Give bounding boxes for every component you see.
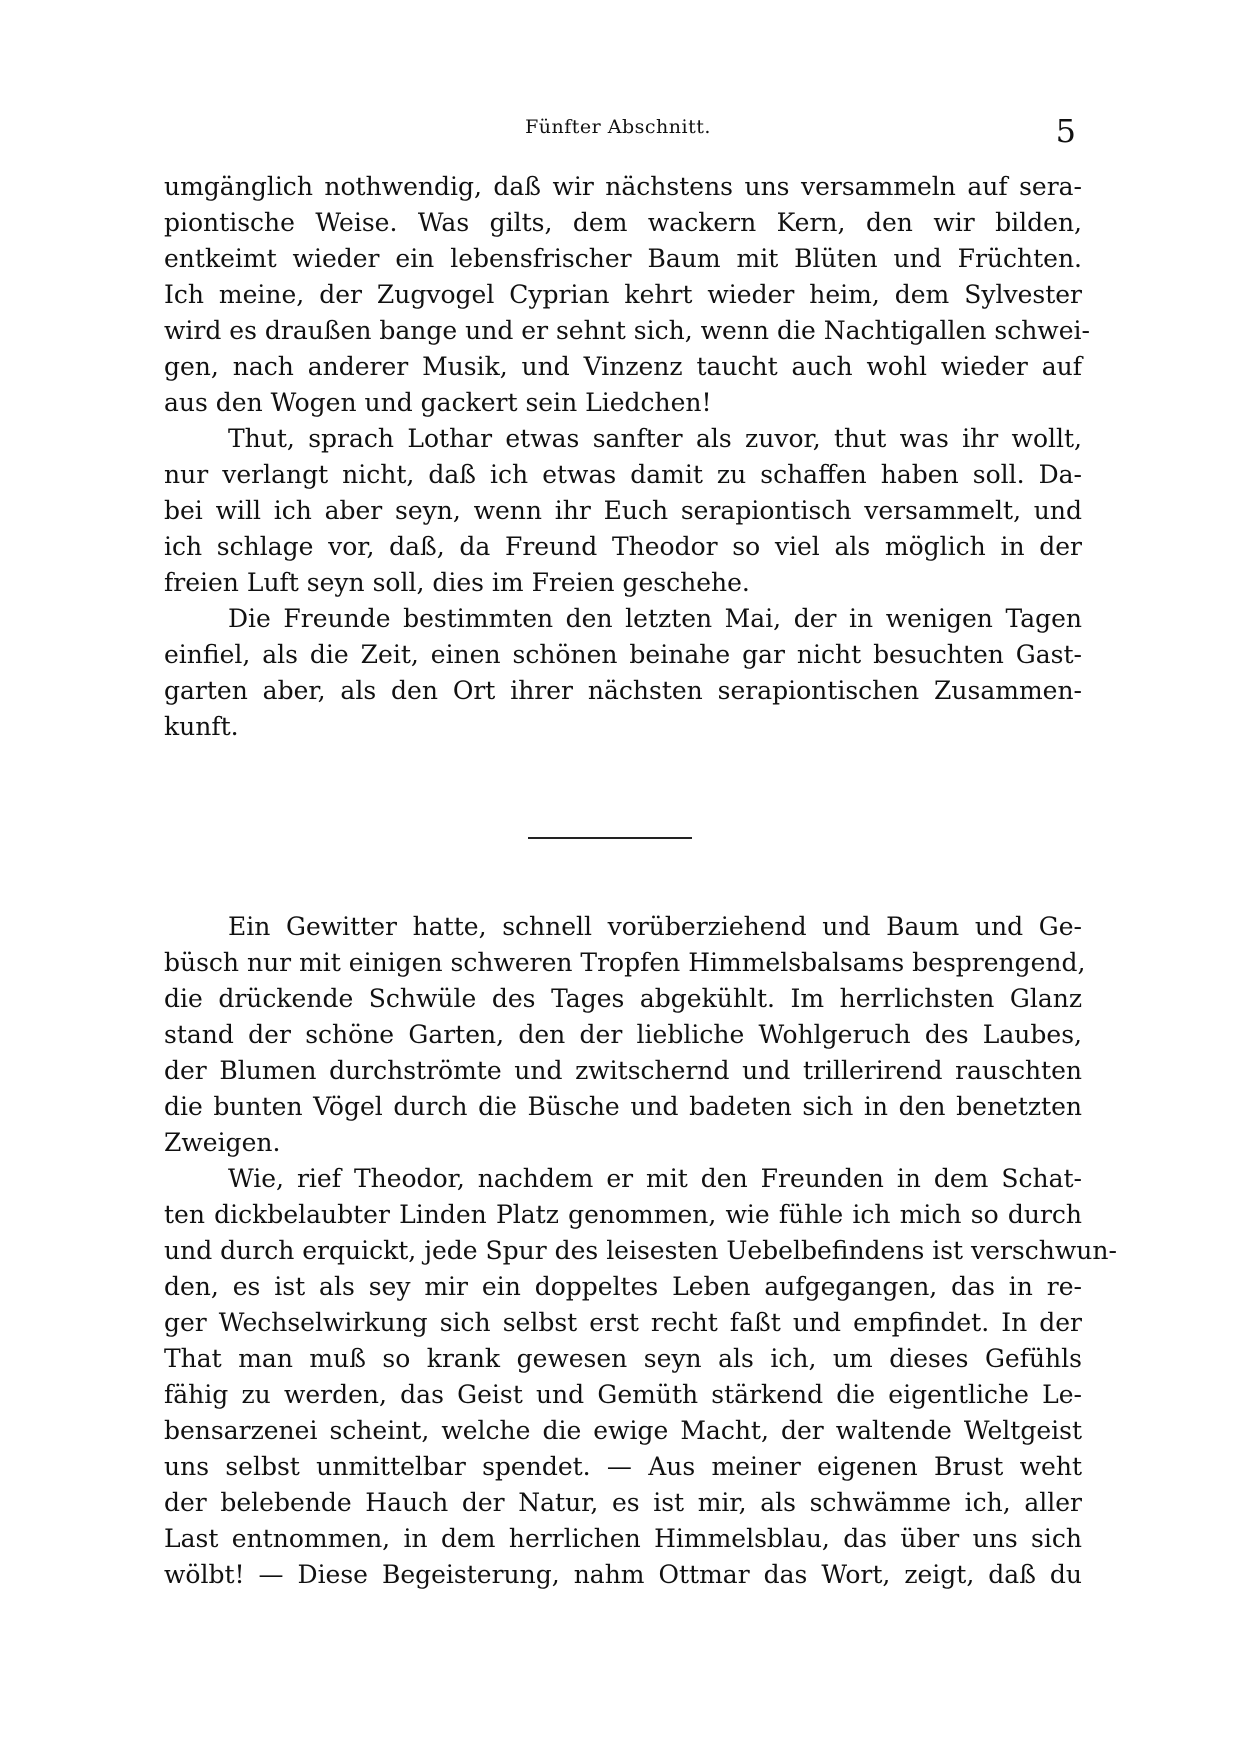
text-line: ger Wechselwirkung sich selbst erst recht faßt und empfindet. In der xyxy=(164,1308,1082,1337)
page-header xyxy=(150,112,1086,152)
page-number: 5 xyxy=(1055,112,1076,150)
text-line: Thut, sprach Lothar etwas sanfter als zuvor, thut was ihr wollt, xyxy=(228,424,1082,453)
text-line: bensarzenei scheint, welche die ewige Macht, der waltende Weltgeist xyxy=(164,1416,1082,1445)
text-line: Last entnommen, in dem herrlichen Himmelsblau, das über uns sich xyxy=(164,1524,1082,1553)
text-line: einfiel, als die Zeit, einen schönen beinahe gar nicht besuchten Gast- xyxy=(164,640,1082,669)
text-line: der Blumen durchströmte und zwitschernd und trillerirend rauschten xyxy=(164,1056,1082,1085)
text-line: aus den Wogen und gackert sein Liedchen! xyxy=(164,388,712,417)
text-line: ich schlage vor, daß, da Freund Theodor so viel als möglich in der xyxy=(164,532,1082,561)
text-line: entkeimt wieder ein lebensfrischer Baum mit Blüten und Früchten. xyxy=(164,244,1082,273)
text-line: stand der schöne Garten, den der liebliche Wohlgeruch des Laubes, xyxy=(164,1020,1082,1049)
section-divider xyxy=(528,837,692,839)
text-line: That man muß so krank gewesen seyn als ich, um dieses Gefühls xyxy=(164,1344,1082,1373)
text-line: ten dickbelaubter Linden Platz genommen, wie fühle ich mich so durch xyxy=(164,1200,1082,1229)
text-line: fähig zu werden, das Geist und Gemüth stärkend die eigentliche Le- xyxy=(164,1380,1082,1409)
text-line: der belebende Hauch der Natur, es ist mir, als schwämme ich, aller xyxy=(164,1488,1082,1517)
text-line: und durch erquickt, jede Spur des leisesten Uebelbefindens ist verschwun- xyxy=(164,1236,1117,1265)
text-line: piontische Weise. Was gilts, dem wackern Kern, den wir bilden, xyxy=(164,208,1082,237)
text-line: wölbt! — Diese Begeisterung, nahm Ottmar das Wort, zeigt, daß du xyxy=(164,1560,1082,1589)
text-line: den, es ist als sey mir ein doppeltes Leben aufgegangen, das in re- xyxy=(164,1272,1082,1301)
text-line: umgänglich nothwendig, daß wir nächstens uns versammeln auf sera- xyxy=(164,172,1082,201)
text-line: uns selbst unmittelbar spendet. — Aus meiner eigenen Brust weht xyxy=(164,1452,1082,1481)
text-line: freien Luft seyn soll, dies im Freien geschehe. xyxy=(164,568,750,597)
text-line: wird es draußen bange und er sehnt sich, wenn die Nachtigallen schwei- xyxy=(164,316,1090,345)
text-line: büsch nur mit einigen schweren Tropfen Himmelsbalsams besprengend, xyxy=(164,948,1086,977)
running-title: Fünfter Abschnitt. xyxy=(525,116,711,138)
text-line: Ein Gewitter hatte, schnell vorüberziehend und Baum und Ge- xyxy=(228,912,1082,941)
text-line: bei will ich aber seyn, wenn ihr Euch serapiontisch versammelt, und xyxy=(164,496,1082,525)
text-line: garten aber, als den Ort ihrer nächsten serapiontischen Zusammen- xyxy=(164,676,1082,705)
text-line: Wie, rief Theodor, nachdem er mit den Freunden in dem Schat- xyxy=(228,1164,1082,1193)
text-line: Zweigen. xyxy=(164,1128,281,1157)
text-line: kunft. xyxy=(164,712,239,741)
text-line: die drückende Schwüle des Tages abgekühlt. Im herrlichsten Glanz xyxy=(164,984,1082,1013)
text-line: nur verlangt nicht, daß ich etwas damit zu schaffen haben soll. Da- xyxy=(164,460,1082,489)
text-line: die bunten Vögel durch die Büsche und badeten sich in den benetzten xyxy=(164,1092,1082,1121)
text-line: Die Freunde bestimmten den letzten Mai, der in wenigen Tagen xyxy=(228,604,1082,633)
text-line: Ich meine, der Zugvogel Cyprian kehrt wieder heim, dem Sylvester xyxy=(164,280,1082,309)
text-line: gen, nach anderer Musik, und Vinzenz taucht auch wohl wieder auf xyxy=(164,352,1082,381)
